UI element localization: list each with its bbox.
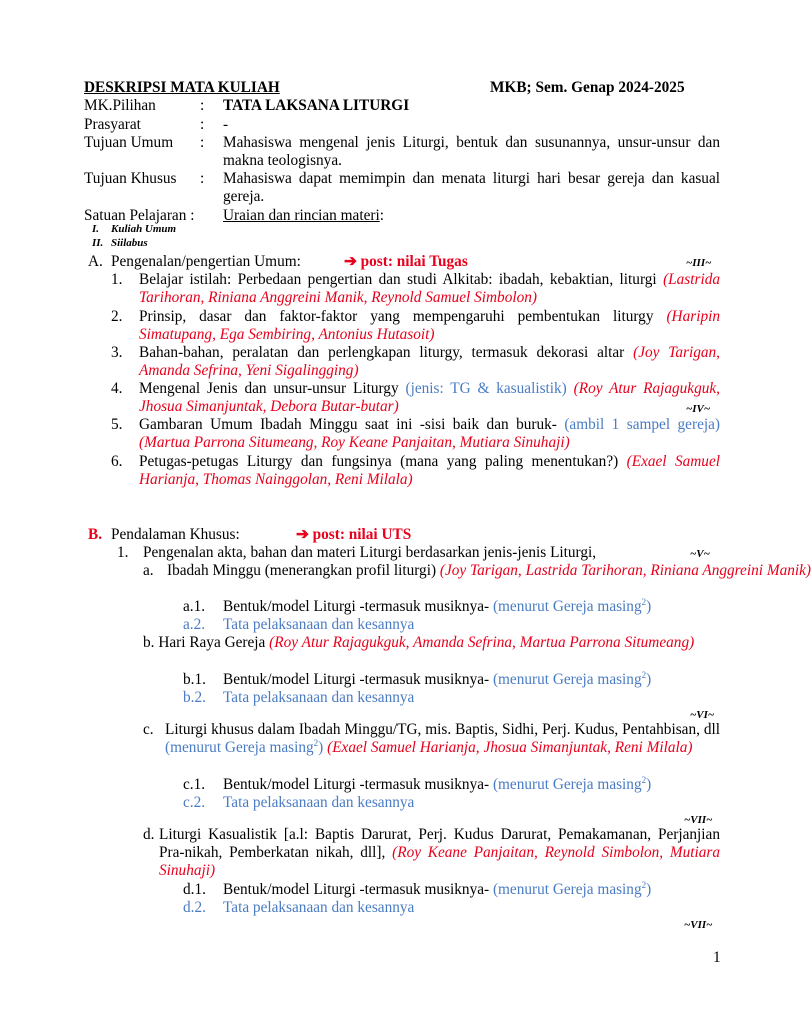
tata-line: Tata pelaksanaan dan kesannya — [223, 794, 415, 811]
section-a-post: ➔ post: nilai Tugas — [344, 253, 468, 270]
session-marker-vii: ~VII~ — [684, 814, 713, 826]
list-item: Belajar istilah: Perbedaan pengertian dan studi Alkitab: ibadah, kebaktian, liturgi (Lastrida Tarihoran, Riniana Anggreini Manik, Reynold Samuel Simbolon) — [139, 271, 721, 306]
session-marker-iv: ~IV~ — [686, 403, 711, 415]
list-number: 2. — [111, 308, 123, 325]
sub-letter: a. — [143, 562, 154, 579]
sub-letter: c. — [143, 721, 154, 738]
section-b-post: ➔ post: nilai UTS — [296, 526, 412, 543]
sub-number: c.1. — [183, 776, 206, 793]
roman-ii: II. — [92, 237, 104, 249]
tujuan-umum-value: Mahasiswa mengenal jenis Liturgi, bentuk dan susunannya, unsur-unsur dan makna teologisnya. — [223, 134, 720, 169]
course-name: TATA LAKSANA LITURGI — [223, 97, 410, 114]
silabus-label: Siilabus — [111, 237, 148, 249]
list-item: Gambaran Umum Ibadah Minggu saat ini -sisi baik dan buruk- (ambil 1 sampel gereja) (Martua Parrona Situmeang, Roy Keane Panjaitan, Mutiara Sinuhaji) — [139, 416, 720, 451]
section-a-title: Pengenalan/pengertian Umum: — [111, 253, 301, 270]
list-item: Petugas-petugas Liturgy dan fungsinya (mana yang paling menentukan?) (Exael Samuel Harianja, Thomas Nainggolan, Reni Milala) — [139, 453, 720, 488]
list-item: Mengenal Jenis dan unsur-unsur Liturgy (jenis: TG & kasualistik) (Roy Atur Rajagukguk, Jhosua Simanjuntak, Debora Butar-butar) — [139, 380, 721, 415]
mk-label: MK.Pilihan — [84, 97, 156, 114]
bentuk-line: Bentuk/model Liturgi -termasuk musiknya- (menurut Gereja masing$^2$) — [223, 774, 652, 793]
prasyarat-value: - — [223, 116, 229, 133]
colon: : — [200, 97, 205, 114]
list-number: 3. — [111, 344, 123, 361]
session-marker-vii: ~VII~ — [684, 919, 713, 931]
sub-letter: d. — [143, 826, 155, 843]
sub-number: c.2. — [183, 794, 206, 811]
satuan-label: Satuan Pelajaran : — [84, 207, 195, 224]
prasyarat-label: Prasyarat — [84, 116, 141, 133]
section-b-letter: B. — [88, 526, 103, 543]
sub-item-d: Liturgi Kasualistik [a.l: Baptis Darurat, Perj. Kudus Darurat, Pemakamanan, Perjanjian Pra-nikah, Pemberkatan nikah, dll], (Roy Keane Panjaitan, Reynold Simbolon, Mutiara Sinuhaji) — [159, 826, 721, 879]
list-item: Bahan-bahan, peralatan dan perlengkapan liturgy, termasuk dekorasi altar (Joy Tarigan, Amanda Sefrina, Yeni Sigalingging) — [139, 344, 721, 379]
right-arrow-icon: ➔ — [296, 526, 309, 543]
colon: : — [200, 116, 205, 133]
colon: : — [200, 170, 205, 187]
page-number: 1 — [713, 949, 721, 966]
tata-line: Tata pelaksanaan dan kesannya — [223, 689, 415, 706]
list-number: 5. — [111, 416, 123, 433]
tata-line: Tata pelaksanaan dan kesannya — [223, 899, 415, 916]
bentuk-line: Bentuk/model Liturgi -termasuk musiknya- (menurut Gereja masing$^2$) — [223, 596, 652, 615]
list-number: 4. — [111, 380, 123, 397]
session-marker-v: ~V~ — [690, 548, 710, 560]
colon: : — [200, 134, 205, 151]
list-number: 1. — [117, 544, 129, 561]
sub-number: d.1. — [183, 881, 206, 898]
satuan-value: Uraian dan rincian materi: — [223, 207, 384, 224]
names: (Joy Tarigan, Lastrida Tarihoran, Riniana Anggreini Manik) — [439, 562, 811, 579]
bentuk-line: Bentuk/model Liturgi -termasuk musiknya- (menurut Gereja masing$^2$) — [223, 879, 652, 898]
roman-i: I. — [92, 223, 100, 235]
semester-label: MKB; Sem. Genap 2024-2025 — [490, 79, 685, 96]
tujuan-khusus-value: Mahasiswa dapat memimpin dan menata liturgi hari besar gereja dan kasual gereja. — [223, 170, 720, 205]
sub-number: a.1. — [183, 598, 206, 615]
sub-number: b.1. — [183, 671, 206, 688]
section-b-title: Pendalaman Khusus: — [111, 526, 240, 543]
list-number: 6. — [111, 453, 123, 470]
sub-item-b: b. Hari Raya Gereja (Roy Atur Rajagukguk, Amanda Sefrina, Martua Parrona Situmeang) — [143, 634, 695, 651]
sub-number: d.2. — [183, 899, 206, 916]
kuliah-umum-label: Kuliah Umum — [111, 223, 177, 235]
list-number: 1. — [111, 271, 123, 288]
list-item: Pengenalan akta, bahan dan materi Liturgi berdasarkan jenis-jenis Liturgi, — [143, 544, 597, 561]
doc-title: DESKRIPSI MATA KULIAH — [84, 79, 280, 96]
right-arrow-icon: ➔ — [344, 253, 357, 270]
bentuk-line: Bentuk/model Liturgi -termasuk musiknya- (menurut Gereja masing$^2$) — [223, 669, 652, 688]
sub-number: a.2. — [183, 616, 206, 633]
session-marker-iii: ~III~ — [686, 257, 712, 269]
section-a-letter: A. — [88, 253, 103, 270]
sub-item-a: Ibadah Minggu (menerangkan profil liturgi) (Joy Tarigan, Lastrida Tarihoran, Riniana Anggreini Manik) — [167, 562, 811, 579]
session-marker-vi: ~VI~ — [690, 709, 715, 721]
tata-line: Tata pelaksanaan dan kesannya — [223, 616, 415, 633]
tujuan-khusus-label: Tujuan Khusus — [84, 170, 177, 187]
sub-item-c: Liturgi khusus dalam Ibadah Minggu/TG, mis. Baptis, Sidhi, Perj. Kudus, Pentahbisan, dll (menurut Gereja masing$^2$) (Exael Samuel Harianja, Jhosua Simanjuntak, Reni Milala) — [165, 721, 720, 756]
sub-number: b.2. — [183, 689, 206, 706]
tujuan-umum-label: Tujuan Umum — [84, 134, 174, 151]
list-item: Prinsip, dasar dan faktor-faktor yang mempengaruhi pembentukan liturgy (Haripin Simatupang, Ega Sembiring, Antonius Hutasoit) — [139, 308, 720, 343]
